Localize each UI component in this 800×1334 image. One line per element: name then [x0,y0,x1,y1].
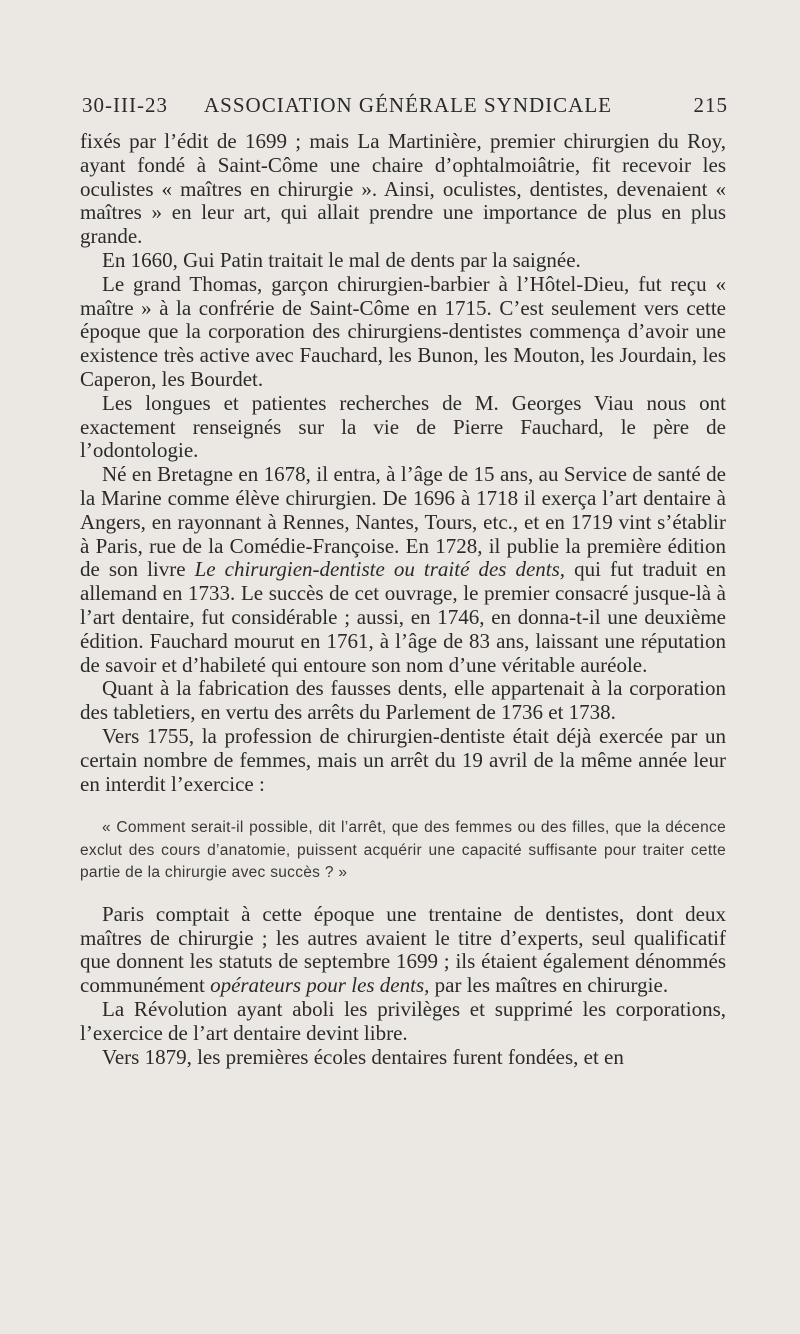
paragraph: La Révolution ayant aboli les privilèges et supprimé les corporations, l’exercice de l’art dentaire devint libre. [80,997,726,1045]
paragraph: Vers 1879, les premières écoles dentaires furent fondées, et en [102,1044,624,1069]
paragraph-text: Né en Bretagne en 1678, il entra, à l’âge de 15 ans, au Service de santé de la Marine comme élève chirurgien. De 1696 à 1718 il exerça l’art dentaire à Angers, en rayonnant à Rennes, Nantes, Tours, etc., et en 1719 vint s’établir à Paris, rue de la Comédie-Françoise. En 1728, il publie la première édition de son livre [80,462,726,582]
paragraph: Vers 1755, la profession de chirurgien-dentiste était déjà exercée par un certain nombre de femmes, mais un arrêt du 19 avril de la même année leur en interdit l’exercice : [80,723,726,796]
italic-phrase: opérateurs pour les dents, [210,973,430,998]
book-title: Le chirurgien-dentiste ou traité des dents, [194,557,566,582]
paragraph: fixés par l’édit de 1699 ; mais La Martinière, premier chirurgien du Roy, ayant fondé à Saint-Côme une chaire d’ophtalmoiâtrie, fit recevoir les oculistes « maîtres en chirurgie ». Ainsi, oculistes, dentistes, devenaient « maîtres » en leur art, qui allait prendre une importance de plus en plus grande. [80,129,726,249]
paragraph: Quant à la fabrication des fausses dents, elle appartenait à la corporation des tabletiers, en vertu des arrêts du Parlement de 1736 et 1738. [80,676,726,725]
page-header [82,93,728,123]
paragraph: En 1660, Gui Patin traitait le mal de dents par la saignée. [102,247,581,272]
quote-text: « Comment serait-il possible, dit l’arrêt, que des femmes ou des filles, que la décence exclut des cours d’anatomie, puissent acquérir une capacité suffisante pour traiter cette partie de la chirurgie avec succès ? » [80,819,726,882]
body-text [80,130,726,1069]
paragraph [80,463,726,677]
paragraph: Les longues et patientes recherches de M. Georges Viau nous ont exactement renseignés sur la vie de Pierre Fauchard, le père de l’odontologie. [80,390,726,463]
running-title: ASSOCIATION GÉNÉRALE SYNDICALE [204,93,612,117]
paragraph-text: Paris comptait à cette époque une trentaine de dentistes, dont deux maîtres de chirurgie ; les autres avaient le titre d’experts, seul qualificatif que donnent les statuts de septembre 1699 ; ils étaient également dénommés communément [80,901,726,998]
page-number: 215 [693,93,728,117]
paragraph: Le grand Thomas, garçon chirurgien-barbier à l’Hôtel-Dieu, fut reçu « maître » à la confrérie de Saint-Côme en 1715. C’est seulement vers cette époque que la corporation des chirurgiens-dentistes commença d’avoir une existence très active avec Fauchard, les Bunon, les Mouton, les Jourdain, les Caperon, les Bourdet. [80,271,726,391]
issue-date: 30-III-23 [82,93,168,117]
paragraph [80,903,726,998]
paragraph-text: par les maîtres en chirurgie. [434,973,669,998]
block-quote [80,817,726,885]
paragraph-text: qui fut traduit en allemand en 1733. Le succès de cet ouvrage, le premier consacré jusque-là à l’art dentaire, fut considérable ; aussi, en 1746, en donna-t-il une deuxième édition. Fauchard mourut en 1761, à l’âge de 83 ans, laissant une réputation de savoir et d’habileté qui entoure son nom d’une véritable auréole. [80,557,727,677]
